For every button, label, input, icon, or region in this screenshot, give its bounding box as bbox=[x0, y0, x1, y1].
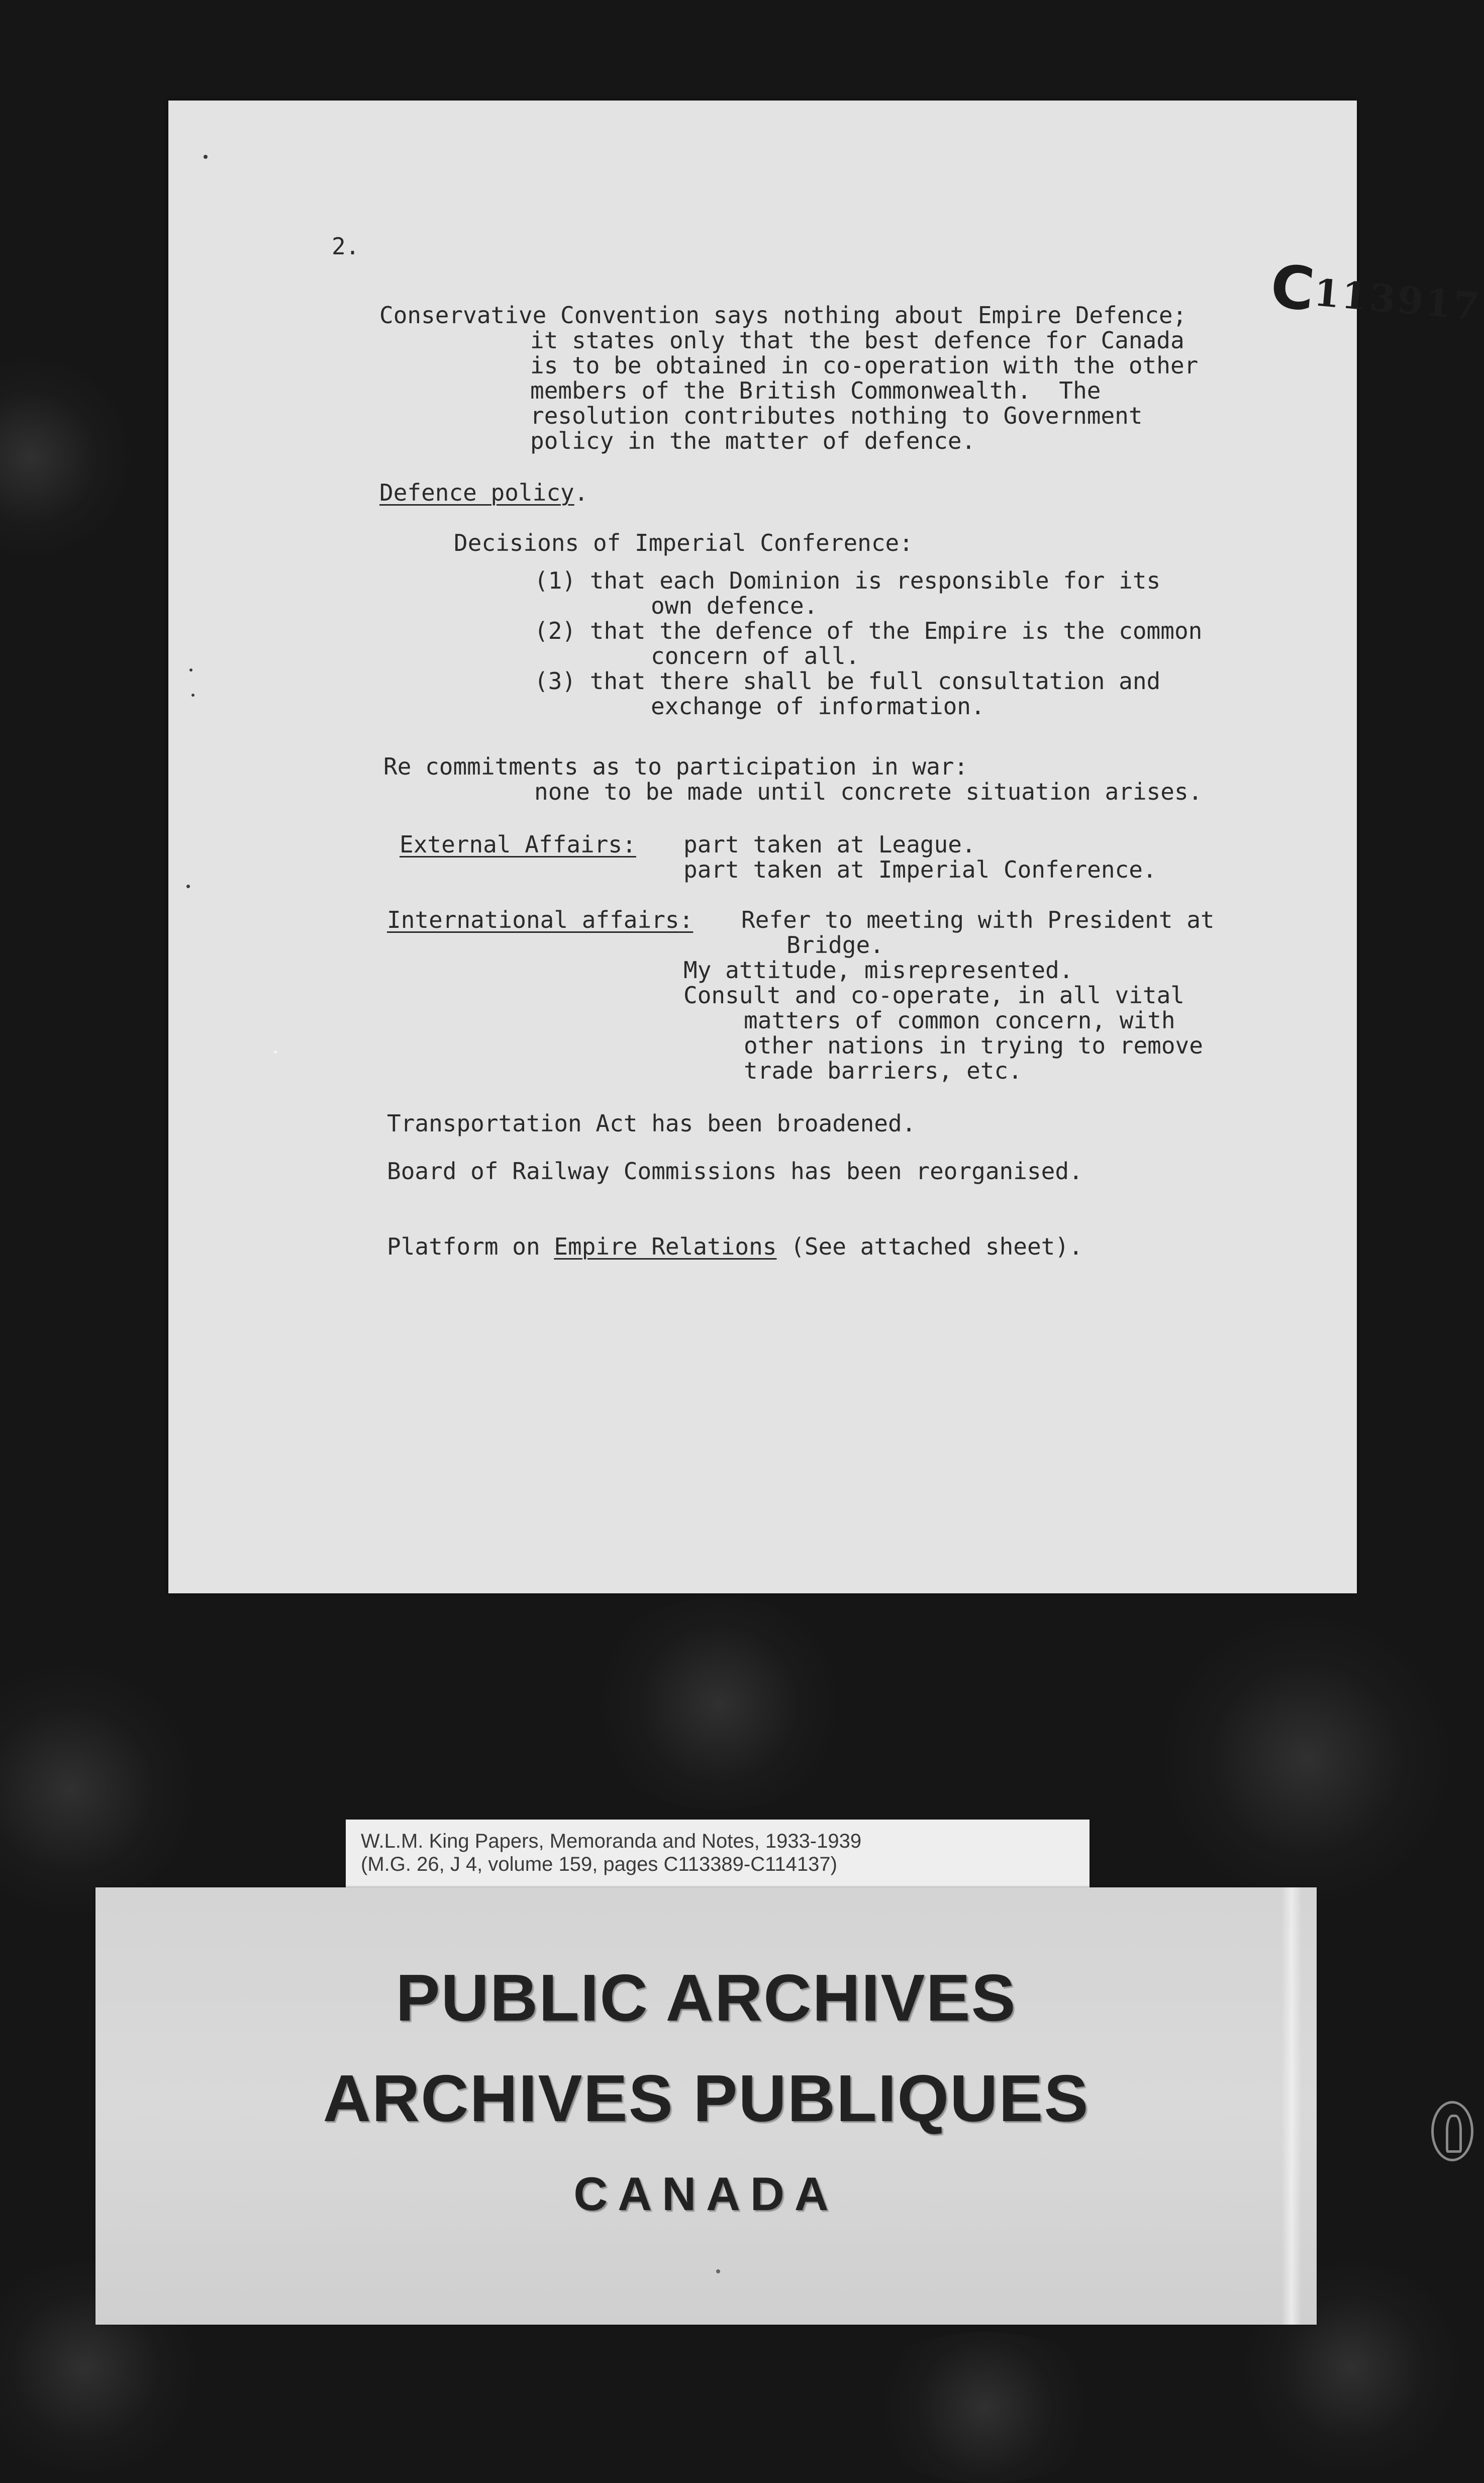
convention-line: resolution contributes nothing to Government bbox=[530, 402, 1143, 429]
empire-relations-reference: Empire Relations bbox=[554, 1233, 777, 1260]
backdrop-mottle bbox=[1156, 1608, 1457, 1910]
caption-line-collection: W.L.M. King Papers, Memoranda and Notes, 1933-1939 bbox=[361, 1830, 862, 1852]
archive-country: CANADA bbox=[573, 2167, 839, 2220]
imperial-decision: (3) that there shall be full consultation and bbox=[534, 667, 1161, 695]
platform-line bbox=[387, 1234, 1083, 1259]
citation-caption bbox=[346, 1820, 1090, 1891]
archive-card bbox=[95, 1887, 1317, 2325]
platform-prefix: Platform on bbox=[387, 1233, 554, 1260]
international-affairs-item: Consult and co-operate, in all vital bbox=[683, 982, 1184, 1009]
scan-speck bbox=[189, 668, 192, 672]
defence-policy-label: Defence policy bbox=[379, 479, 574, 506]
platform-suffix: (See attached sheet). bbox=[776, 1233, 1083, 1260]
scan-speck bbox=[204, 155, 208, 159]
reference-prefix: C bbox=[1267, 251, 1318, 325]
imperial-decision: concern of all. bbox=[651, 642, 860, 670]
international-affairs-item: matters of common concern, with bbox=[744, 1007, 1175, 1034]
convention-line: it states only that the best defence for Canada bbox=[530, 327, 1184, 354]
backdrop-mottle bbox=[578, 1598, 859, 1809]
convention-line: members of the British Commonwealth. The bbox=[530, 377, 1101, 404]
scan-speck bbox=[274, 1050, 277, 1054]
defence-policy-heading bbox=[379, 480, 588, 505]
international-affairs-item: Refer to meeting with President at bbox=[741, 906, 1215, 933]
backdrop-mottle bbox=[854, 2332, 1116, 2483]
archive-title-french: ARCHIVES PUBLIQUES bbox=[323, 2061, 1090, 2135]
memo-page bbox=[168, 101, 1483, 1593]
backdrop-mottle bbox=[0, 1659, 201, 1920]
imperial-decision: exchange of information. bbox=[651, 693, 985, 720]
international-affairs-item: other nations in trying to remove bbox=[744, 1032, 1203, 1059]
imperial-conference-intro: Decisions of Imperial Conference: bbox=[454, 529, 913, 556]
transportation-act-line: Transportation Act has been broadened. bbox=[387, 1110, 916, 1137]
backdrop-mottle bbox=[0, 352, 136, 563]
badge-mark bbox=[1446, 2115, 1462, 2153]
commitments-line: Re commitments as to participation in war: bbox=[383, 753, 968, 780]
imperial-decision: (1) that each Dominion is responsible for its bbox=[534, 567, 1161, 594]
international-affairs-item: trade barriers, etc. bbox=[744, 1057, 1022, 1084]
convention-line: is to be obtained in co-operation with the other bbox=[530, 352, 1199, 379]
label-colon: : bbox=[679, 906, 694, 933]
external-affairs-heading: External Affairs bbox=[400, 831, 623, 858]
international-affairs-item: My attitude, misrepresented. bbox=[683, 957, 1073, 984]
document-reference-number bbox=[1268, 251, 1484, 339]
convention-line: Conservative Convention says nothing about Empire Defence; bbox=[379, 302, 1187, 329]
scan-speck bbox=[716, 2269, 720, 2273]
page-number: 2. bbox=[332, 233, 360, 260]
imperial-decision: own defence. bbox=[651, 592, 818, 619]
heading-period: . bbox=[574, 479, 588, 506]
scan-speck bbox=[191, 694, 194, 697]
international-affairs-item: Bridge. bbox=[786, 931, 884, 959]
imperial-decision: (2) that the defence of the Empire is the common bbox=[534, 617, 1203, 644]
reference-digits: 113917 bbox=[1312, 271, 1483, 329]
convention-line: policy in the matter of defence. bbox=[530, 427, 976, 454]
archive-title-english: PUBLIC ARCHIVES bbox=[395, 1961, 1017, 2035]
international-affairs-label bbox=[387, 907, 693, 932]
external-affairs-label bbox=[400, 832, 636, 857]
caption-line-reference: (M.G. 26, J 4, volume 159, pages C113389-C114137) bbox=[361, 1853, 837, 1875]
external-affairs-item: part taken at League. bbox=[683, 831, 976, 858]
label-colon: : bbox=[622, 831, 636, 858]
external-affairs-item: part taken at Imperial Conference. bbox=[683, 856, 1157, 883]
commitments-line: none to be made until concrete situation arises. bbox=[534, 778, 1203, 805]
scan-speck bbox=[186, 885, 190, 888]
international-affairs-heading: International affairs bbox=[387, 906, 679, 933]
railway-commissions-line: Board of Railway Commissions has been reorganised. bbox=[387, 1158, 1083, 1185]
copyright-badge-icon bbox=[1431, 2101, 1473, 2161]
